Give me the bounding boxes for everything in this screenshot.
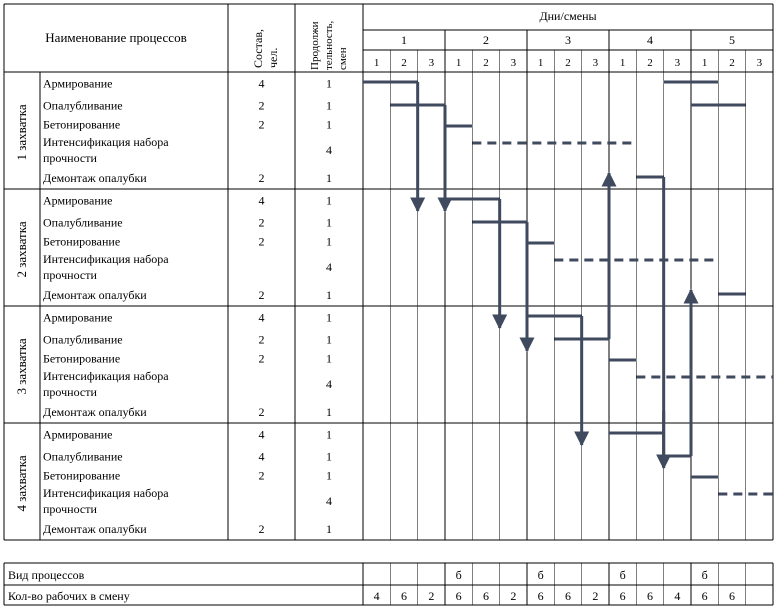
header-day-number: 4 xyxy=(647,33,653,47)
duration-value: 1 xyxy=(326,310,332,325)
header-crew-line1: Состав, xyxy=(251,28,265,68)
header-shift-number: 1 xyxy=(619,57,626,69)
footer-workers-value: 2 xyxy=(428,589,435,603)
duration-value: 1 xyxy=(326,171,332,185)
duration-value: 4 xyxy=(326,143,332,157)
section-label: 4 захватка xyxy=(14,455,29,512)
process-name: Демонтаж опалубки xyxy=(43,405,147,419)
header-shift-number: 3 xyxy=(674,57,681,69)
duration-value: 1 xyxy=(326,117,332,132)
duration-value: 1 xyxy=(326,215,332,230)
crew-value: 2 xyxy=(258,468,265,483)
crew-value: 2 xyxy=(258,171,265,185)
header-shift-number: 2 xyxy=(647,57,653,69)
duration-value: 1 xyxy=(326,76,332,91)
header-process-name: Наименование процессов xyxy=(45,30,187,45)
footer-workers-value: 2 xyxy=(510,589,517,603)
process-name: Интенсификация набора xyxy=(43,486,169,500)
header-days-shifts: Дни/смены xyxy=(539,9,597,23)
footer-workers-value: 4 xyxy=(373,589,380,603)
header-shift-number: 1 xyxy=(373,57,380,69)
process-name: прочности xyxy=(43,151,97,165)
header-day-number: 5 xyxy=(729,33,735,47)
header-crew-line2: чел. xyxy=(266,47,280,68)
duration-value: 1 xyxy=(326,405,332,419)
footer-workers-value: 6 xyxy=(401,589,407,603)
process-name: Бетонирование xyxy=(43,117,121,132)
header-shift-number: 2 xyxy=(565,57,571,69)
header-shift-number: 2 xyxy=(483,57,489,69)
schedule-bars xyxy=(363,82,773,494)
duration-value: 1 xyxy=(326,234,332,249)
crew-value: 2 xyxy=(258,234,265,249)
process-name: Опалубливание xyxy=(43,332,123,347)
crew-value: 4 xyxy=(258,449,265,464)
duration-value: 4 xyxy=(326,377,332,391)
crew-value: 2 xyxy=(258,288,265,302)
process-name: Бетонирование xyxy=(43,351,121,366)
header-shift-number: 3 xyxy=(510,57,517,69)
process-name: Армирование xyxy=(43,76,113,91)
header-shift-number: 1 xyxy=(701,57,708,69)
process-name: прочности xyxy=(43,385,97,399)
header-shift-number: 3 xyxy=(756,57,763,69)
crew-value: 4 xyxy=(258,310,265,325)
footer-process-type-value: б xyxy=(619,568,626,582)
process-name: Демонтаж опалубки xyxy=(43,522,147,536)
duration-value: 1 xyxy=(326,468,332,483)
header-shift-number: 2 xyxy=(401,57,407,69)
crew-value: 2 xyxy=(258,117,265,132)
footer-workers-value: 6 xyxy=(647,589,653,603)
process-name: Опалубливание xyxy=(43,215,123,230)
duration-value: 1 xyxy=(326,98,332,113)
footer-workers-label: Кол-во рабочих в смену xyxy=(8,589,130,603)
crew-value: 4 xyxy=(258,76,265,91)
section-label: 3 захватка xyxy=(14,338,29,395)
process-name: Бетонирование xyxy=(43,468,121,483)
crew-value: 4 xyxy=(258,427,265,442)
footer-process-type-value: б xyxy=(455,568,462,582)
process-name: Демонтаж опалубки xyxy=(43,288,147,302)
duration-value: 1 xyxy=(326,427,332,442)
process-name: Интенсификация набора xyxy=(43,252,169,266)
duration-value: 4 xyxy=(326,260,332,274)
process-name: Интенсификация набора xyxy=(43,369,169,383)
crew-value: 2 xyxy=(258,332,265,347)
crew-value: 4 xyxy=(258,193,265,208)
header-day-number: 3 xyxy=(565,33,571,47)
process-name: Армирование xyxy=(43,310,113,325)
process-name: Демонтаж опалубки xyxy=(43,171,147,185)
duration-value: 1 xyxy=(326,193,332,208)
header-duration-line2: тельность, xyxy=(323,20,335,70)
footer-process-type-value: б xyxy=(701,568,708,582)
footer-process-type-label: Вид процессов xyxy=(8,568,85,582)
duration-value: 1 xyxy=(326,522,332,536)
process-name: Опалубливание xyxy=(43,98,123,113)
header-shift-number: 3 xyxy=(428,57,435,69)
footer-workers-value: 6 xyxy=(619,589,626,603)
crew-value: 2 xyxy=(258,98,265,113)
duration-value: 1 xyxy=(326,332,332,347)
duration-value: 1 xyxy=(326,449,332,464)
footer-workers-value: 2 xyxy=(592,589,599,603)
process-name: Бетонирование xyxy=(43,234,121,249)
header-duration-line1: Продолжи xyxy=(309,21,321,70)
footer-workers-value: 6 xyxy=(729,589,735,603)
footer-process-type-value: б xyxy=(537,568,544,582)
crew-value: 2 xyxy=(258,215,265,230)
header-day-number: 2 xyxy=(483,33,489,47)
crew-value: 2 xyxy=(258,405,265,419)
process-name: Интенсификация набора xyxy=(43,135,169,149)
process-name: прочности xyxy=(43,268,97,282)
header-day-number: 1 xyxy=(401,33,407,47)
process-name: прочности xyxy=(43,502,97,516)
header-shift-number: 1 xyxy=(537,57,544,69)
footer-workers-value: 6 xyxy=(483,589,489,603)
header-duration-line3: смен xyxy=(337,47,349,70)
duration-value: 4 xyxy=(326,494,332,508)
header-shift-number: 2 xyxy=(729,57,735,69)
footer-workers-value: 6 xyxy=(565,589,571,603)
footer-workers-value: 4 xyxy=(674,589,681,603)
process-name: Армирование xyxy=(43,193,113,208)
section-label: 2 захватка xyxy=(14,221,29,278)
grid-lines xyxy=(4,4,773,605)
crew-value: 2 xyxy=(258,351,265,366)
duration-value: 1 xyxy=(326,288,332,302)
header-shift-number: 3 xyxy=(592,57,599,69)
footer-workers-value: 6 xyxy=(455,589,462,603)
process-name: Армирование xyxy=(43,427,113,442)
footer-workers-value: 6 xyxy=(701,589,708,603)
crew-value: 2 xyxy=(258,522,265,536)
section-label: 1 захватка xyxy=(14,104,29,161)
duration-value: 1 xyxy=(326,351,332,366)
footer-workers-value: 6 xyxy=(537,589,544,603)
header-shift-number: 1 xyxy=(455,57,462,69)
process-name: Опалубливание xyxy=(43,449,123,464)
